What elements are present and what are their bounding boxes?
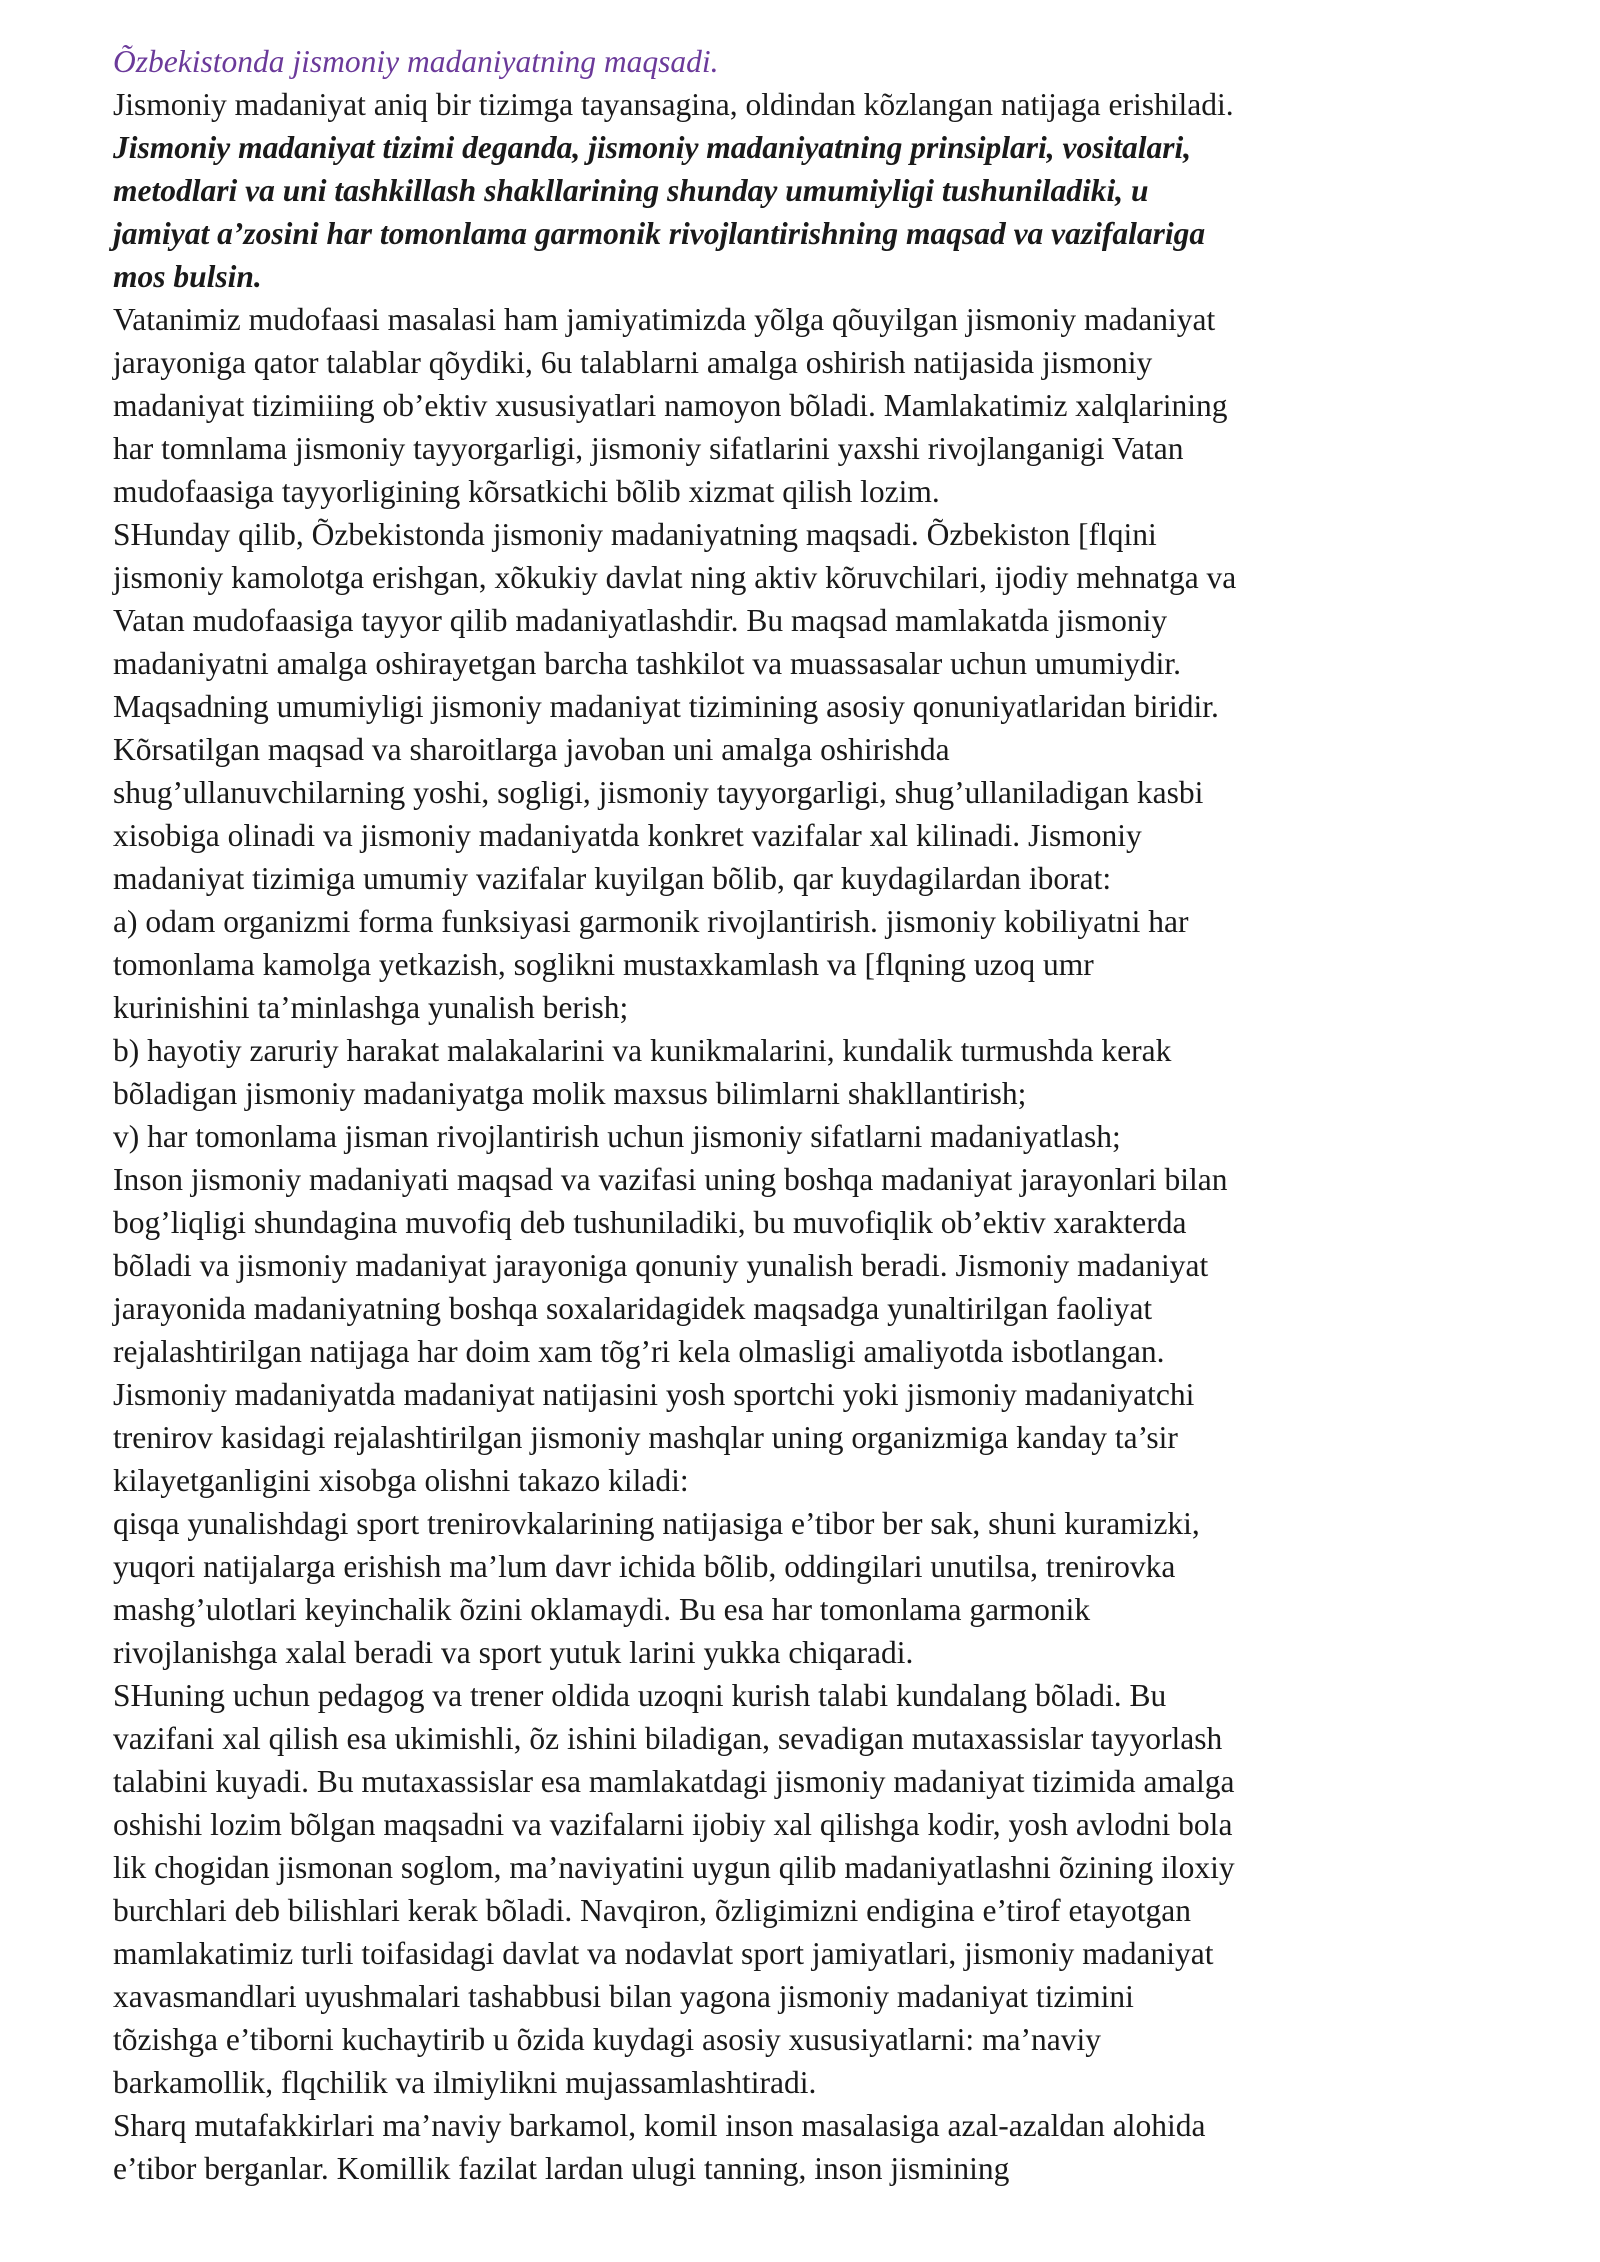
body-line: Kõrsatilgan maqsad va sharoitlarga javoban uni amalga oshirishda	[113, 732, 950, 767]
definition-block	[113, 126, 1513, 298]
document-page	[113, 40, 1513, 2190]
body-line: har tomnlama jismoniy tayyorgarligi, jismoniy sifatlarini yaxshi rivojlanganigi Vatan	[113, 431, 1184, 466]
body-line: burchlari deb bilishlari kerak bõladi. Navqiron, õzligimizni endigina e’tirof etayotgan	[113, 1893, 1191, 1928]
body-line: oshishi lozim bõlgan maqsadni va vazifalarni ijobiy xal qilishga kodir, yosh avlodni bola	[113, 1807, 1233, 1842]
body-line: kilayetganligini xisobga olishni takazo kiladi:	[113, 1463, 689, 1498]
body-line: e’tibor berganlar. Komillik fazilat lardan ulugi tanning, inson jismining	[113, 2151, 1010, 2186]
body-line: SHunday qilib, Õzbekistonda jismoniy madaniyatning maqsadi. Õzbekiston [flqini	[113, 517, 1157, 552]
body-line: v) har tomonlama jisman rivojlantirish uchun jismoniy sifatlarni madaniyatlash;	[113, 1119, 1121, 1154]
body-line: bõladi va jismoniy madaniyat jarayoniga qonuniy yunalish beradi. Jismoniy madaniyat	[113, 1248, 1209, 1283]
body-line: Jismoniy madaniyatda madaniyat natijasini yosh sportchi yoki jismoniy madaniyatchi	[113, 1377, 1195, 1412]
body-line: kurinishini ta’minlashga yunalish berish;	[113, 990, 629, 1025]
body-line: xisobiga olinadi va jismoniy madaniyatda konkret vazifalar xal kilinadi. Jismoniy	[113, 818, 1142, 853]
body-line: mudofaasiga tayyorligining kõrsatkichi bõlib xizmat qilish lozim.	[113, 474, 940, 509]
body-line: madaniyat tizimiiing ob’ektiv xususiyatlari namoyon bõladi. Mamlakatimiz xalqlarining	[113, 388, 1228, 423]
body-line: a) odam organizmi forma funksiyasi garmonik rivojlantirish. jismoniy kobiliyatni har	[113, 904, 1189, 939]
body-line: vazifani xal qilish esa ukimishli, õz ishini biladigan, sevadigan mutaxassislar tayyorlash	[113, 1721, 1223, 1756]
body-line: jismoniy kamolotga erishgan, xõkukiy davlat ning aktiv kõruvchilari, ijodiy mehnatga va	[113, 560, 1237, 595]
body-line: barkamollik, flqchilik va ilmiylikni mujassamlashtiradi.	[113, 2065, 817, 2100]
body-line: Inson jismoniy madaniyati maqsad va vazifasi uning boshqa madaniyat jarayonlari bilan	[113, 1162, 1228, 1197]
body-line: rejalashtirilgan natijaga har doim xam tõg’ri kela olmasligi amaliyotda isbotlangan.	[113, 1334, 1165, 1369]
body-line: mamlakatimiz turli toifasidagi davlat va nodavlat sport jamiyatlari, jismoniy madaniyat	[113, 1936, 1214, 1971]
definition-line: jamiyat a’zosini har tomonlama garmonik rivojlantirishning maqsad va vazifalariga	[113, 216, 1206, 251]
definition-line: mos bulsin.	[113, 259, 262, 294]
body-line: SHuning uchun pedagog va trener oldida uzoqni kurish talabi kundalang bõladi. Bu	[113, 1678, 1167, 1713]
body-line: rivojlanishga xalal beradi va sport yutuk larini yukka chiqaradi.	[113, 1635, 914, 1670]
body-line: bõladigan jismoniy madaniyatga molik maxsus bilimlarni shakllantirish;	[113, 1076, 1027, 1111]
body-line: yuqori natijalarga erishish ma’lum davr ichida bõlib, oddingilari unutilsa, trenirovka	[113, 1549, 1176, 1584]
body-line: jarayonida madaniyatning boshqa soxalaridagidek maqsadga yunaltirilgan faoliyat	[113, 1291, 1153, 1326]
body-line: trenirov kasidagi rejalashtirilgan jismoniy mashqlar uning organizmiga kanday ta’sir	[113, 1420, 1178, 1455]
body-line: mashg’ulotlari keyinchalik õzini oklamaydi. Bu esa har tomonlama garmonik	[113, 1592, 1091, 1627]
body-line: Vatanimiz mudofaasi masalasi ham jamiyatimizda yõlga qõuyilgan jismoniy madaniyat	[113, 302, 1216, 337]
body-line: shug’ullanuvchilarning yoshi, sogligi, jismoniy tayyorgarligi, shug’ullaniladigan kasbi	[113, 775, 1204, 810]
body-line: talabini kuyadi. Bu mutaxassislar esa mamlakatdagi jismoniy madaniyat tizimida amalga	[113, 1764, 1235, 1799]
body-line: madaniyat tizimiga umumiy vazifalar kuyilgan bõlib, qar kuydagilardan iborat:	[113, 861, 1112, 896]
definition-line: metodlari va uni tashkillash shakllarining shunday umumiyligi tushuniladiki, u	[113, 173, 1149, 208]
document-heading: Õzbekistonda jismoniy madaniyatning maqsadi.	[113, 44, 719, 79]
body-line: Vatan mudofaasiga tayyor qilib madaniyatlashdir. Bu maqsad mamlakatda jismoniy	[113, 603, 1168, 638]
definition-line: Jismoniy madaniyat tizimi deganda, jismoniy madaniyatning prinsiplari, vositalari,	[113, 130, 1192, 165]
intro-paragraph: Jismoniy madaniyat aniq bir tizimga tayansagina, oldindan kõzlangan natijaga erishiladi.	[113, 87, 1234, 122]
body-line: tomonlama kamolga yetkazish, soglikni mustaxkamlash va [flqning uzoq umr	[113, 947, 1094, 982]
body-line: xavasmandlari uyushmalari tashabbusi bilan yagona jismoniy madaniyat tizimini	[113, 1979, 1134, 2014]
body-text	[113, 298, 1513, 2190]
body-line: tõzishga e’tiborni kuchaytirib u õzida kuydagi asosiy xususiyatlarni: ma’naviy	[113, 2022, 1101, 2057]
body-line: b) hayotiy zaruriy harakat malakalarini va kunikmalarini, kundalik turmushda kerak	[113, 1033, 1172, 1068]
body-line: jarayoniga qator talablar qõydiki, 6u talablarni amalga oshirish natijasida jismoniy	[113, 345, 1153, 380]
body-line: madaniyatni amalga oshirayetgan barcha tashkilot va muassasalar uchun umumiydir.	[113, 646, 1182, 681]
body-line: Maqsadning umumiyligi jismoniy madaniyat tizimining asosiy qonuniyatlaridan biridir.	[113, 689, 1219, 724]
body-line: qisqa yunalishdagi sport trenirovkalarining natijasiga e’tibor ber sak, shuni kuramizki,	[113, 1506, 1200, 1541]
body-line: Sharq mutafakkirlari ma’naviy barkamol, komil inson masalasiga azal-azaldan alohida	[113, 2108, 1206, 2143]
body-line: bog’liqligi shundagina muvofiq deb tushuniladiki, bu muvofiqlik ob’ektiv xarakterda	[113, 1205, 1187, 1240]
body-line: lik chogidan jismonan soglom, ma’naviyatini uygun qilib madaniyatlashni õzining iloxiy	[113, 1850, 1235, 1885]
